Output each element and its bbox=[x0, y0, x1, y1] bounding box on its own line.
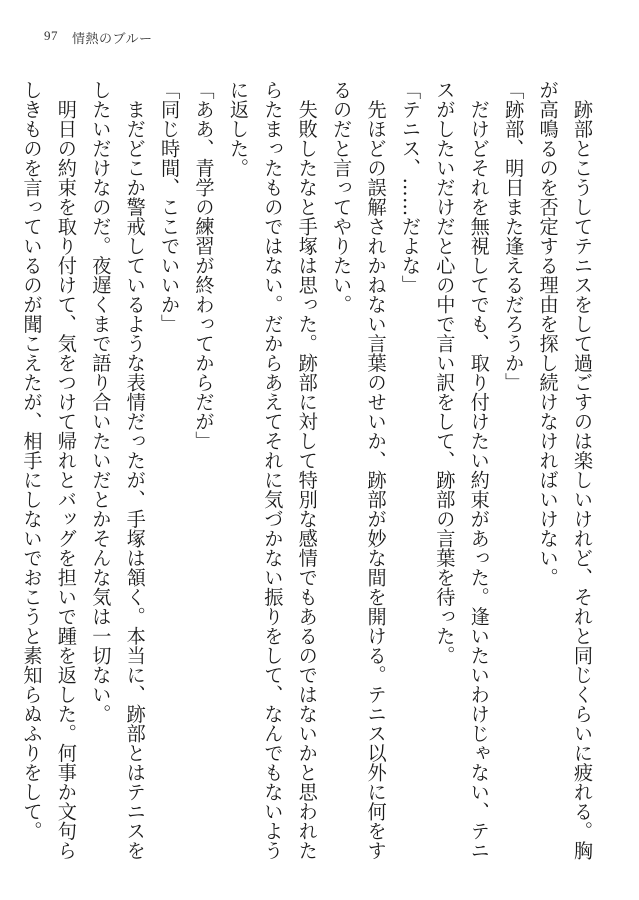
paragraph-1: 跡部とこうしてテニスをして過ごすのは楽しいけれど、それと同じくらいに疲れる。胸が高鳴るのを否定する理由を探し続けなければいけない。 bbox=[536, 80, 594, 860]
dialogue-line-4: 「同じ時間、ここでいいか」 bbox=[158, 80, 182, 334]
paragraph-4: 失敗したなと手塚は思った。跡部に対して特別な感情でもあるのではないかと思われたらたまったものではない。だからあえてそれに気づかない振りをして、なんでもないように返した。 bbox=[226, 80, 319, 860]
paragraph-5: まだどこか警戒しているような表情だったが、手塚は頷く。本当に、跡部とはテニスをしたいだけなのだ。夜遅くまで語り合いたいだとかそんな気は一切ない。 bbox=[89, 80, 147, 860]
vertical-text-body bbox=[20, 80, 599, 870]
page-number: 97 bbox=[44, 28, 58, 43]
paragraph-6: 明日の約束を取り付けて、気をつけて帰れとバッグを担いで踵を返した。何事か文句らしきものを言っているのが聞こえたが、相手にしないでおこうと素知らぬふりをして。 bbox=[20, 80, 78, 860]
dialogue-line-1: 「跡部、明日また逢えるだろうか」 bbox=[502, 80, 526, 392]
dialogue-line-2: 「テニス、……だよな」 bbox=[398, 80, 422, 295]
dialogue-line-3: 「ああ、青学の練習が終わってからだが」 bbox=[192, 80, 216, 451]
paragraph-3: 先ほどの誤解されかねない言葉のせいか、跡部が妙な間を開ける。テニス以外に何をするのだと言ってやりたい。 bbox=[330, 80, 388, 860]
running-title: 情熱のブルー bbox=[72, 32, 153, 47]
paragraph-2: だけどそれを無視してでも、取り付けたい約束があった。逢いたいわけじゃない、テニスがしたいだけだと心の中で言い訳をして、跡部の言葉を待った。 bbox=[433, 80, 491, 860]
running-header bbox=[44, 28, 152, 47]
